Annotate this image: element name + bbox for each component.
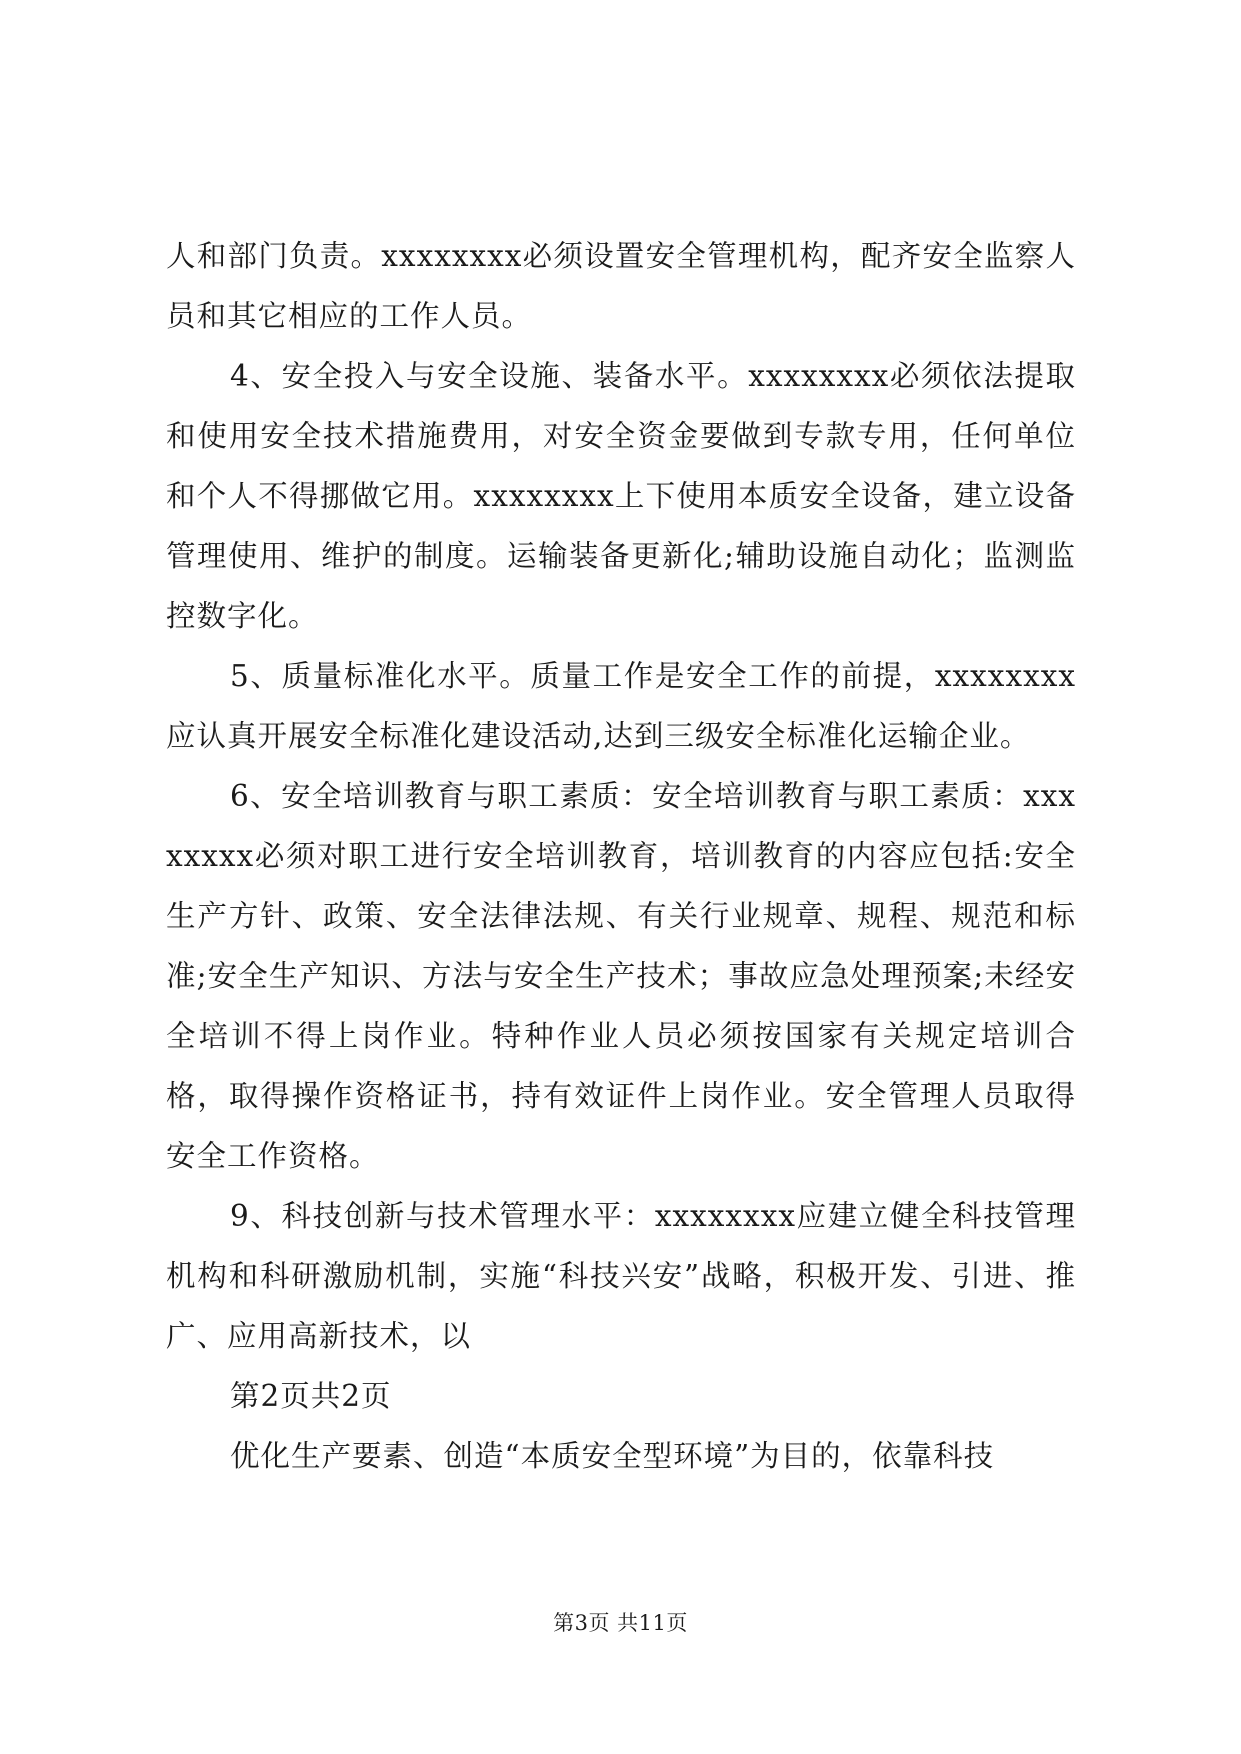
paragraph-item-9: 9、科技创新与技术管理水平：xxxxxxxx应建立健全科技管理机构和科研激励机制，实施“科技兴安”战略，积极开发、引进、推广、应用高新技术，以 <box>166 1199 1076 1353</box>
document-body <box>166 226 1076 1486</box>
paragraph-last: 优化生产要素、创造“本质安全型环境”为目的，依靠科技 <box>230 1439 995 1473</box>
paragraph-item-4: 4、安全投入与安全设施、装备水平。xxxxxxxx必须依法提取和使用安全技术措施费用，对安全资金要做到专款专用，任何单位和个人不得挪做它用。xxxxxxxx上下使用本质安全设备，建立设备管理使用、维护的制度。运输装备更新化;辅助设施自动化；监测监控数字化。 <box>166 359 1076 633</box>
paragraph-continued: 人和部门负责。xxxxxxxx必须设置安全管理机构，配齐安全监察人员和其它相应的工作人员。 <box>166 239 1076 333</box>
paragraph-item-5: 5、质量标准化水平。质量工作是安全工作的前提，xxxxxxxx应认真开展安全标准化建设活动,达到三级安全标准化运输企业。 <box>166 659 1076 753</box>
paragraph-item-6: 6、安全培训教育与职工素质：安全培训教育与职工素质：xxxxxxxx必须对职工进行安全培训教育，培训教育的内容应包括:安全生产方针、政策、安全法律法规、有关行业规章、规程、规范和标准;安全生产知识、方法与安全生产技术；事故应急处理预案;未经安全培训不得上岗作业。特种作业人员必须按国家有关规定培训合格，取得操作资格证书，持有效证件上岗作业。安全管理人员取得安全工作资格。 <box>166 779 1076 1173</box>
inner-page-marker: 第2页共2页 <box>230 1379 392 1413</box>
page-footer: 第3页 共11页 <box>553 1611 688 1635</box>
